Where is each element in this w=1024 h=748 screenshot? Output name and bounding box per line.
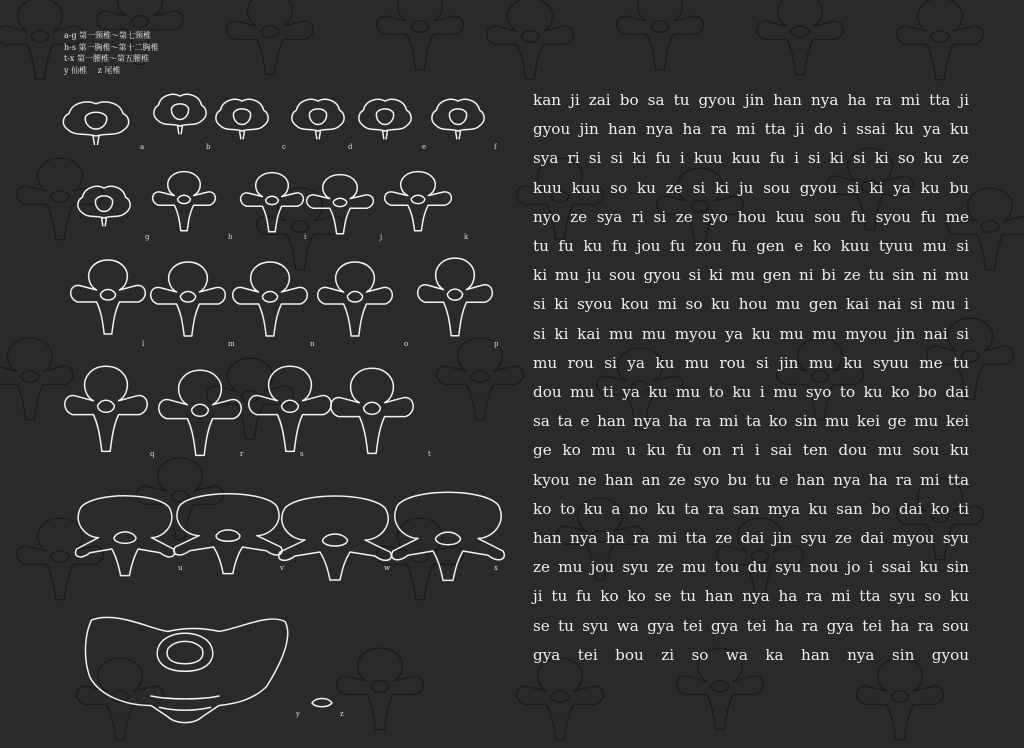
sutra-line: kan ji zai bo sa tu gyou jin han nya ha ra mi tta ji — [533, 91, 969, 109]
vertebra-o — [318, 262, 393, 336]
vertebra-label-v: v — [280, 564, 284, 572]
vertebra-i — [241, 173, 304, 232]
sutra-line: gyou jin han nya ha ra mi tta ji do i ssai ku ya ku — [533, 120, 969, 139]
vertebra-m — [151, 262, 226, 336]
vertebra-e — [359, 99, 411, 138]
sutra-line: ko to ku a no ku ta ra san mya ku san bo dai ko ti — [533, 499, 969, 518]
sutra-line: han nya ha ra mi tta ze dai jin syu ze dai myou syu — [533, 529, 969, 548]
vertebra-label-b: b — [206, 143, 211, 151]
vertebra-n — [233, 262, 308, 336]
vertebra-j — [307, 175, 374, 234]
vertebra-s — [249, 366, 331, 451]
vertebra-l — [71, 260, 146, 334]
vertebra-w — [279, 496, 392, 580]
sutra-line: ji tu fu ko ko se tu han nya ha ra mi tta syu so ku — [533, 587, 969, 606]
vertebra-g — [78, 186, 130, 225]
vertebra-label-s: s — [300, 450, 304, 458]
vertebra-f — [432, 99, 484, 138]
background-vertebra — [897, 0, 983, 80]
vertebra-label-d: d — [348, 143, 353, 151]
vertebra-t — [331, 368, 413, 453]
sutra-line: ge ko mu u ku fu on ri i sai ten dou mu sou ku — [533, 441, 969, 460]
sutra-line: sa ta e han nya ha ra mi ta ko sin mu kei ge mu kei — [533, 412, 969, 431]
legend-lumbar: t-x 第一腰椎～第五腰椎 — [64, 54, 149, 63]
vertebra-label-z: z — [340, 710, 344, 718]
vertebra-y — [85, 617, 287, 722]
sutra-line: ze mu jou syu ze mu tou du syu nou jo i ssai ku sin — [533, 558, 969, 577]
vertebra-label-f: f — [494, 143, 497, 151]
vertebra-label-p: p — [494, 340, 499, 348]
vertebra-label-e: e — [422, 143, 427, 151]
sutra-line: si ki kai mu mu myou ya ku mu mu myou jin nai si — [533, 324, 969, 343]
sutra-line: kyou ne han an ze syo bu tu e han nya ha ra mi tta — [533, 470, 969, 489]
vertebra-u — [75, 496, 174, 576]
vertebra-label-i: i — [304, 233, 307, 241]
vertebra-r — [159, 370, 241, 455]
vertebra-label-t: t — [428, 450, 431, 458]
vertebra-q — [65, 366, 147, 451]
legend-sacrum-coccyx: y 仙椎 z 尾椎 — [64, 65, 121, 75]
vertebra-b — [154, 94, 206, 133]
vertebra-label-m: m — [228, 340, 235, 348]
vertebra-a — [63, 102, 128, 144]
vertebra-label-a: a — [140, 143, 145, 151]
vertebra-label-r: r — [240, 450, 244, 458]
background-vertebra — [757, 0, 843, 75]
vertebra-label-n: n — [310, 340, 315, 348]
vertebra-label-j: j — [380, 233, 383, 241]
vertebra-label-g: g — [145, 233, 150, 241]
legend-cervical: a-g 第一頸椎～第七頸椎 — [64, 31, 152, 40]
sutra-line: sya ri si si ki fu i kuu kuu fu i si ki si ki so ku ze — [533, 149, 969, 168]
vertebra-k — [385, 172, 452, 231]
background-vertebra — [517, 658, 603, 739]
vertebra-label-y: y — [296, 710, 300, 718]
vertebra-label-o: o — [404, 340, 409, 348]
sutra-line: gya tei bou zi so wa ka han nya sin gyou — [533, 645, 969, 664]
legend-thoracic: h-s 第一胸椎～第十二胸椎 — [64, 42, 159, 52]
vertebra-label-x: x — [494, 564, 498, 572]
heart-sutra-text — [533, 86, 969, 670]
vertebra-v — [174, 494, 282, 574]
sutra-line: nyo ze sya ri si ze syo hou kuu sou fu syou fu me — [533, 207, 969, 226]
vertebra-label-k: k — [464, 233, 469, 241]
vertebra-z — [312, 699, 332, 707]
sutra-line: se tu syu wa gya tei gya tei ha ra gya tei ha ra sou — [533, 616, 969, 635]
vertebra-label-w: w — [384, 564, 390, 572]
vertebra-c — [216, 99, 268, 138]
vertebra-label-u: u — [178, 564, 183, 572]
sutra-line: kuu kuu so ku ze si ki ju sou gyou si ki ya ku bu — [533, 178, 969, 197]
vertebra-label-q: q — [150, 450, 155, 458]
vertebra-x — [392, 492, 505, 580]
vertebra-h — [153, 172, 216, 231]
vertebra-label-h: h — [228, 233, 233, 241]
vertebra-label-l: l — [142, 340, 145, 348]
sutra-line: tu fu ku fu jou fu zou fu gen e ko kuu tyuu mu si — [533, 237, 969, 256]
background-vertebra — [857, 658, 943, 739]
sutra-line: ki mu ju sou gyou si ki mu gen ni bi ze tu sin ni mu — [533, 266, 969, 285]
vertebra-p — [418, 258, 493, 336]
sutra-line: mu rou si ya ku mu rou si jin mu ku syuu me tu — [533, 353, 969, 372]
vertebra-d — [292, 99, 344, 138]
sutra-line: si ki syou kou mi so ku hou mu gen kai nai si mu i — [533, 295, 969, 314]
sutra-line: dou mu ti ya ku mu to ku i mu syo to ku ko bo dai — [533, 383, 969, 402]
vertebra-label-c: c — [282, 143, 286, 151]
background-vertebra — [617, 0, 703, 70]
